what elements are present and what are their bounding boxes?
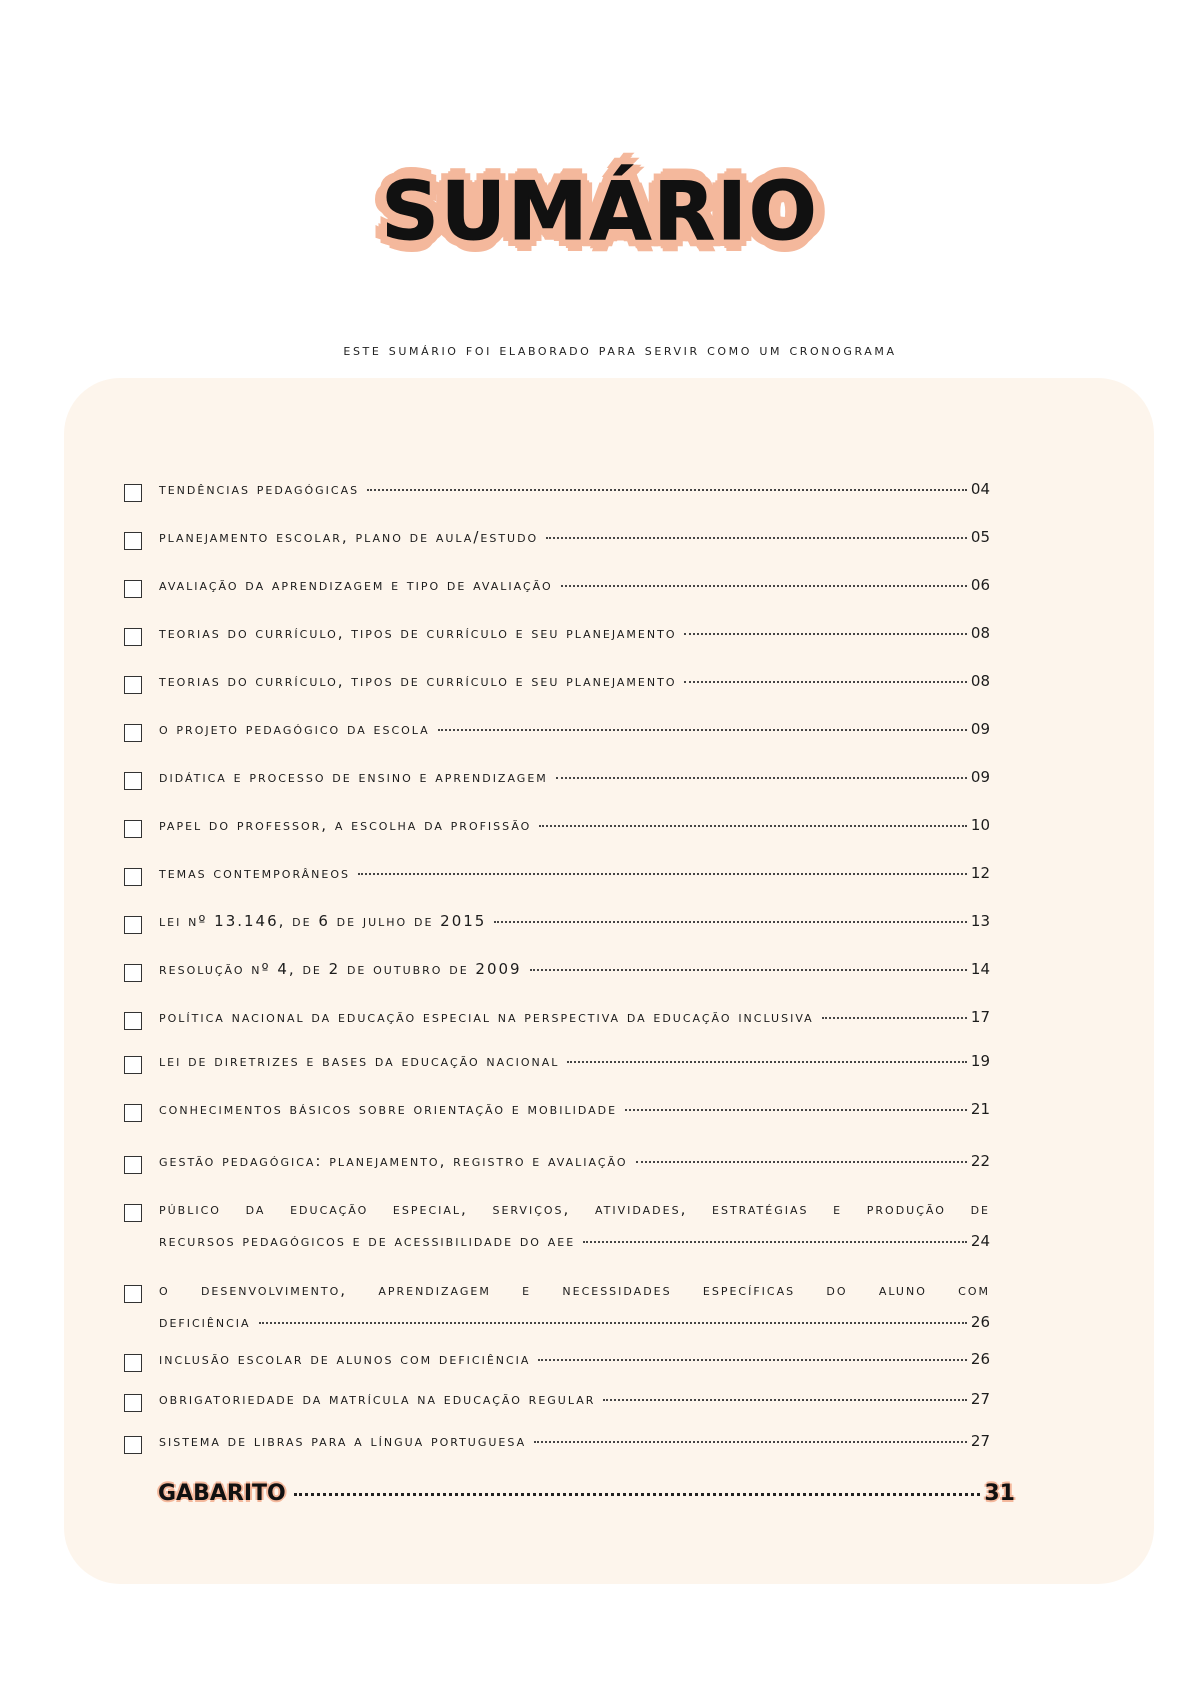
toc-entry-title: tendências pedagógicas — [159, 480, 360, 498]
checkbox[interactable] — [124, 1285, 142, 1303]
toc-entry-page: 06 — [970, 576, 990, 594]
toc-panel — [64, 378, 1154, 1584]
toc-entry-title: resolução nº 4, de 2 de outubro de 2009 — [159, 960, 522, 978]
checkbox[interactable] — [124, 580, 142, 598]
checkbox[interactable] — [124, 820, 142, 838]
toc-entry-line — [159, 768, 990, 786]
toc-entry-line — [159, 1313, 990, 1331]
leader-dots — [567, 1061, 966, 1063]
toc-entry-title: recursos pedagógicos e de acessibilidade do aee — [159, 1232, 576, 1250]
checkbox[interactable] — [124, 1056, 142, 1074]
toc-entry-line — [159, 1350, 990, 1368]
title-wrap — [0, 165, 1200, 258]
toc-entry-title: política nacional da educação especial na perspectiva da educação inclusiva — [159, 1008, 814, 1026]
leader-dots — [530, 969, 967, 971]
toc-entry-page: 13 — [970, 912, 990, 930]
toc-entry-title: temas contemporâneos — [159, 864, 350, 882]
toc-entry-line — [159, 1152, 990, 1170]
toc-entry-page: 27 — [970, 1390, 990, 1408]
toc-entry-page: 10 — [970, 816, 990, 834]
toc-entry-title: lei de diretrizes e bases da educação nacional — [159, 1052, 560, 1070]
toc-entry-line — [159, 480, 990, 498]
leader-dots — [367, 489, 967, 491]
leader-dots — [603, 1399, 967, 1401]
toc-entry-line — [159, 528, 990, 546]
checkbox[interactable] — [124, 772, 142, 790]
checkbox[interactable] — [124, 1104, 142, 1122]
toc-entry-text-line1: o desenvolvimento, aprendizagem e necessidades específicas do aluno com — [159, 1281, 990, 1299]
toc-entry-line — [159, 576, 990, 594]
toc-list — [64, 378, 1154, 1584]
leader-dots — [583, 1241, 967, 1243]
leader-dots — [546, 537, 967, 539]
toc-entry-page: 24 — [970, 1232, 990, 1250]
toc-entry-page: 26 — [970, 1350, 990, 1368]
leader-dots — [539, 825, 967, 827]
toc-entry-line — [159, 960, 990, 978]
toc-entry-page: 19 — [970, 1052, 990, 1070]
toc-entry-line — [159, 720, 990, 738]
toc-entry-title: didática e processo de ensino e aprendizagem — [159, 768, 548, 786]
leader-dots — [684, 681, 966, 683]
toc-entry-page: 17 — [970, 1008, 990, 1026]
toc-entry-title: teorias do currículo, tipos de currículo e seu planejamento — [159, 672, 677, 690]
checkbox[interactable] — [124, 916, 142, 934]
checkbox[interactable] — [124, 724, 142, 742]
toc-entry-line — [159, 1100, 990, 1118]
checkbox[interactable] — [124, 1204, 142, 1222]
gabarito-leader-dots — [294, 1493, 981, 1496]
toc-entry-text-line1: público da educação especial, serviços, atividades, estratégias e produção de — [159, 1200, 990, 1218]
checkbox[interactable] — [124, 676, 142, 694]
toc-entry-page: 08 — [970, 672, 990, 690]
toc-entry-line — [159, 912, 990, 930]
leader-dots — [538, 1359, 966, 1361]
leader-dots — [494, 921, 967, 923]
toc-entry-page: 12 — [970, 864, 990, 882]
checkbox[interactable] — [124, 1156, 142, 1174]
toc-entry-line — [159, 816, 990, 834]
toc-entry-page: 04 — [970, 480, 990, 498]
toc-entry-line — [159, 1008, 990, 1026]
leader-dots — [636, 1161, 967, 1163]
leader-dots — [625, 1109, 967, 1111]
toc-entry-title: lei nº 13.146, de 6 de julho de 2015 — [159, 912, 487, 930]
toc-entry-title: deficiência — [159, 1313, 251, 1331]
toc-entry-page: 09 — [970, 768, 990, 786]
leader-dots — [561, 585, 967, 587]
toc-entry-line — [159, 1232, 990, 1250]
toc-entry-title: sistema de libras para a língua portuguesa — [159, 1432, 527, 1450]
toc-entry-title: avaliação da aprendizagem e tipo de avaliação — [159, 576, 553, 594]
toc-entry-line — [159, 864, 990, 882]
checkbox[interactable] — [124, 532, 142, 550]
toc-entry-title: papel do professor, a escolha da profissão — [159, 816, 532, 834]
toc-entry-title: teorias do currículo, tipos de currículo e seu planejamento — [159, 624, 677, 642]
checkbox[interactable] — [124, 1394, 142, 1412]
toc-entry-page: 05 — [970, 528, 990, 546]
toc-entry-title: gestão pedagógica: planejamento, registro e avaliação — [159, 1152, 628, 1170]
toc-entry-title: o projeto pedagógico da escola — [159, 720, 430, 738]
toc-entry-line — [159, 1390, 990, 1408]
toc-entry-page: 22 — [970, 1152, 990, 1170]
toc-entry-title: conhecimentos básicos sobre orientação e mobilidade — [159, 1100, 618, 1118]
leader-dots — [822, 1017, 967, 1019]
leader-dots — [438, 729, 967, 731]
gabarito-label: GABARITO — [158, 1481, 286, 1506]
toc-entry-gabarito — [158, 1481, 1015, 1506]
checkbox[interactable] — [124, 868, 142, 886]
toc-entry-line — [159, 1432, 990, 1450]
page-title: SUMÁRIO — [381, 165, 819, 258]
toc-entry-page: 27 — [970, 1432, 990, 1450]
leader-dots — [534, 1441, 967, 1443]
toc-entry-page: 08 — [970, 624, 990, 642]
toc-entry-page: 14 — [970, 960, 990, 978]
checkbox[interactable] — [124, 1354, 142, 1372]
leader-dots — [259, 1322, 967, 1324]
checkbox[interactable] — [124, 1012, 142, 1030]
toc-entry-line — [159, 1052, 990, 1070]
toc-entry-page: 09 — [970, 720, 990, 738]
toc-entry-title: inclusão escolar de alunos com deficiência — [159, 1350, 531, 1368]
page-subtitle: este sumário foi elaborado para servir como um cronograma — [343, 341, 897, 359]
checkbox[interactable] — [124, 628, 142, 646]
toc-entry-page: 26 — [970, 1313, 990, 1331]
toc-entry-line — [159, 624, 990, 642]
gabarito-page: 31 — [984, 1481, 1015, 1506]
checkbox[interactable] — [124, 1436, 142, 1454]
checkbox[interactable] — [124, 964, 142, 982]
toc-entry-title: obrigatoriedade da matrícula na educação regular — [159, 1390, 596, 1408]
checkbox[interactable] — [124, 484, 142, 502]
toc-entry-line — [159, 672, 990, 690]
leader-dots — [358, 873, 967, 875]
leader-dots — [684, 633, 966, 635]
toc-entry-title: planejamento escolar, plano de aula/estudo — [159, 528, 539, 546]
leader-dots — [556, 777, 967, 779]
toc-entry-page: 21 — [970, 1100, 990, 1118]
